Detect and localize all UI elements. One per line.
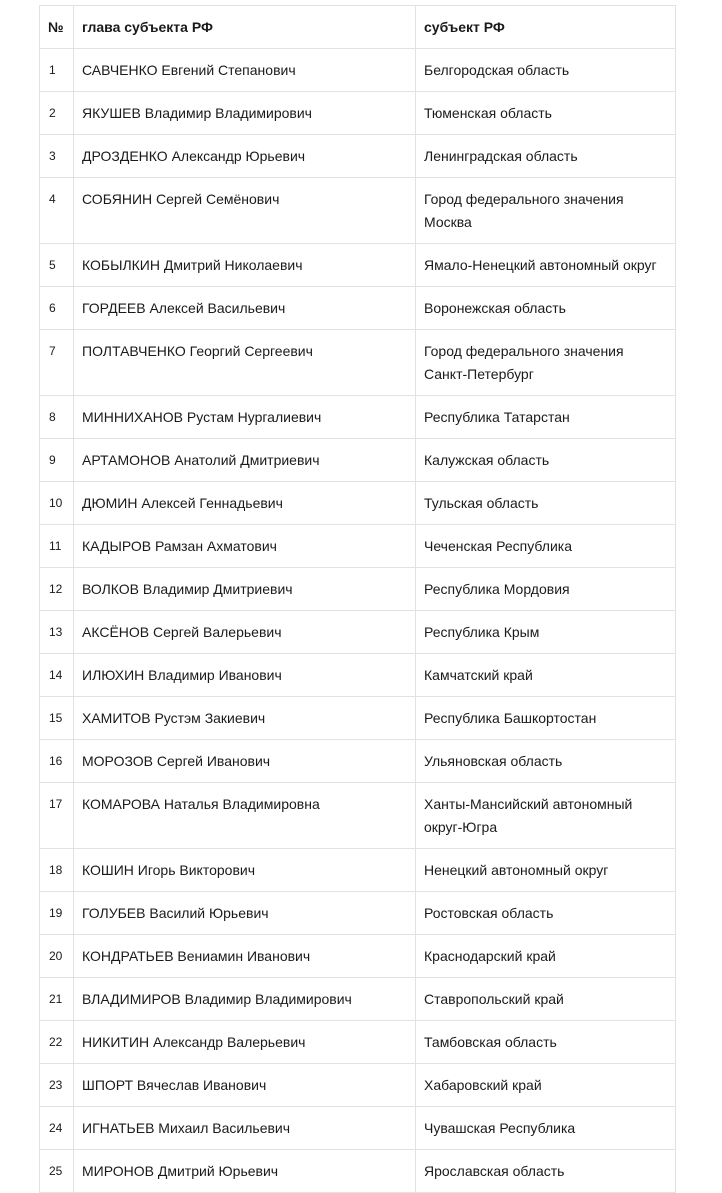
row-number: 15 — [40, 697, 74, 740]
governor-name: ДРОЗДЕНКО Александр Юрьевич — [74, 135, 416, 178]
row-number: 8 — [40, 396, 74, 439]
table-row — [40, 611, 676, 654]
table-row — [40, 482, 676, 525]
region-name: Ростовская область — [416, 892, 676, 935]
governor-name: МИРОНОВ Дмитрий Юрьевич — [74, 1150, 416, 1193]
region-name: Республика Башкортостан — [416, 697, 676, 740]
column-header-number: № — [40, 6, 74, 49]
governor-name: ХАМИТОВ Рустэм Закиевич — [74, 697, 416, 740]
row-number: 21 — [40, 978, 74, 1021]
region-name: Ненецкий автономный округ — [416, 849, 676, 892]
table-row — [40, 697, 676, 740]
row-number: 17 — [40, 783, 74, 849]
table-row — [40, 1107, 676, 1150]
header-row — [40, 6, 676, 49]
region-name: Ставропольский край — [416, 978, 676, 1021]
column-header-head: глава субъекта РФ — [74, 6, 416, 49]
region-name: Город федерального значения Москва — [416, 178, 676, 244]
row-number: 16 — [40, 740, 74, 783]
row-number: 19 — [40, 892, 74, 935]
region-name: Ярославская область — [416, 1150, 676, 1193]
row-number: 13 — [40, 611, 74, 654]
governor-name: КОБЫЛКИН Дмитрий Николаевич — [74, 244, 416, 287]
region-name: Чеченская Республика — [416, 525, 676, 568]
governor-name: СОБЯНИН Сергей Семёнович — [74, 178, 416, 244]
region-name: Республика Татарстан — [416, 396, 676, 439]
governor-name: ГОРДЕЕВ Алексей Васильевич — [74, 287, 416, 330]
table-row — [40, 783, 676, 849]
region-name: Ленинградская область — [416, 135, 676, 178]
region-name: Ханты-Мансийский автономный округ-Югра — [416, 783, 676, 849]
table-row — [40, 849, 676, 892]
table-row — [40, 135, 676, 178]
table-row — [40, 654, 676, 697]
region-name: Хабаровский край — [416, 1064, 676, 1107]
table-row — [40, 396, 676, 439]
governor-name: КОНДРАТЬЕВ Вениамин Иванович — [74, 935, 416, 978]
governor-name: КАДЫРОВ Рамзан Ахматович — [74, 525, 416, 568]
table-row — [40, 525, 676, 568]
region-name: Ямало-Ненецкий автономный округ — [416, 244, 676, 287]
table-row — [40, 1150, 676, 1193]
region-name: Воронежская область — [416, 287, 676, 330]
row-number: 3 — [40, 135, 74, 178]
region-name: Тюменская область — [416, 92, 676, 135]
region-name: Краснодарский край — [416, 935, 676, 978]
region-name: Камчатский край — [416, 654, 676, 697]
governor-name: ИЛЮХИН Владимир Иванович — [74, 654, 416, 697]
governor-name: МОРОЗОВ Сергей Иванович — [74, 740, 416, 783]
table-row — [40, 568, 676, 611]
row-number: 9 — [40, 439, 74, 482]
table-row — [40, 439, 676, 482]
governor-name: КОМАРОВА Наталья Владимировна — [74, 783, 416, 849]
row-number: 23 — [40, 1064, 74, 1107]
row-number: 20 — [40, 935, 74, 978]
row-number: 18 — [40, 849, 74, 892]
table-row — [40, 1021, 676, 1064]
governor-name: ЯКУШЕВ Владимир Владимирович — [74, 92, 416, 135]
table-row — [40, 287, 676, 330]
governor-name: ИГНАТЬЕВ Михаил Васильевич — [74, 1107, 416, 1150]
governor-name: МИННИХАНОВ Рустам Нургалиевич — [74, 396, 416, 439]
table-row — [40, 892, 676, 935]
row-number: 10 — [40, 482, 74, 525]
row-number: 7 — [40, 330, 74, 396]
table-row — [40, 740, 676, 783]
table-row — [40, 49, 676, 92]
table-row — [40, 92, 676, 135]
governor-name: ГОЛУБЕВ Василий Юрьевич — [74, 892, 416, 935]
governor-name: САВЧЕНКО Евгений Степанович — [74, 49, 416, 92]
row-number: 14 — [40, 654, 74, 697]
region-name: Город федерального значения Санкт-Петербург — [416, 330, 676, 396]
row-number: 12 — [40, 568, 74, 611]
governor-name: ПОЛТАВЧЕНКО Георгий Сергеевич — [74, 330, 416, 396]
row-number: 25 — [40, 1150, 74, 1193]
governor-name: ВОЛКОВ Владимир Дмитриевич — [74, 568, 416, 611]
table-row — [40, 978, 676, 1021]
region-name: Чувашская Республика — [416, 1107, 676, 1150]
governor-name: ДЮМИН Алексей Геннадьевич — [74, 482, 416, 525]
governor-name: ШПОРТ Вячеслав Иванович — [74, 1064, 416, 1107]
row-number: 6 — [40, 287, 74, 330]
table-row — [40, 935, 676, 978]
region-name: Калужская область — [416, 439, 676, 482]
governor-name: КОШИН Игорь Викторович — [74, 849, 416, 892]
row-number: 24 — [40, 1107, 74, 1150]
table-row — [40, 178, 676, 244]
table-row — [40, 330, 676, 396]
table-row — [40, 244, 676, 287]
governor-name: НИКИТИН Александр Валерьевич — [74, 1021, 416, 1064]
governors-table — [39, 5, 676, 1193]
row-number: 5 — [40, 244, 74, 287]
table-header — [40, 6, 676, 49]
governor-name: АРТАМОНОВ Анатолий Дмитриевич — [74, 439, 416, 482]
region-name: Республика Крым — [416, 611, 676, 654]
row-number: 4 — [40, 178, 74, 244]
column-header-region: субъект РФ — [416, 6, 676, 49]
row-number: 1 — [40, 49, 74, 92]
region-name: Белгородская область — [416, 49, 676, 92]
region-name: Тамбовская область — [416, 1021, 676, 1064]
row-number: 2 — [40, 92, 74, 135]
governor-name: АКСЁНОВ Сергей Валерьевич — [74, 611, 416, 654]
governor-name: ВЛАДИМИРОВ Владимир Владимирович — [74, 978, 416, 1021]
region-name: Тульская область — [416, 482, 676, 525]
region-name: Ульяновская область — [416, 740, 676, 783]
row-number: 11 — [40, 525, 74, 568]
row-number: 22 — [40, 1021, 74, 1064]
region-name: Республика Мордовия — [416, 568, 676, 611]
table-body — [40, 49, 676, 1193]
table-row — [40, 1064, 676, 1107]
